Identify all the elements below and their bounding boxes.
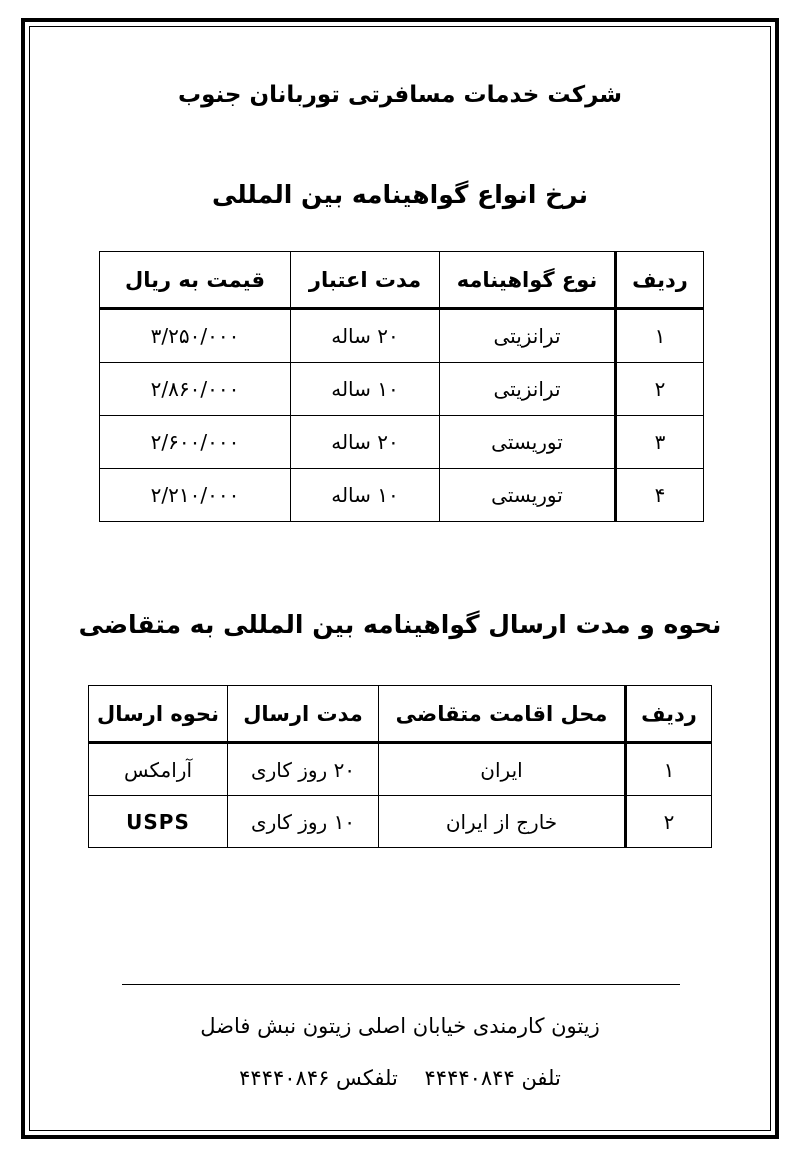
header-validity: مدت اعتبار xyxy=(291,252,440,309)
cell-row-number: ۳ xyxy=(616,416,704,469)
cell-row-number: ۲ xyxy=(616,363,704,416)
table-row xyxy=(100,363,704,416)
table-row xyxy=(100,469,704,522)
cell-license-type: ترانزیتی xyxy=(440,309,616,363)
cell-residence: ایران xyxy=(379,743,626,796)
shipping-title: نحوه و مدت ارسال گواهینامه بین المللی به متقاضی xyxy=(78,610,722,639)
shipping-table xyxy=(88,685,712,848)
header-row-number: ردیف xyxy=(626,686,712,743)
license-prices-title: نرخ انواع گواهینامه بین المللی xyxy=(211,180,589,209)
cell-residence: خارج از ایران xyxy=(379,796,626,848)
cell-license-type: توریستی xyxy=(440,469,616,522)
footer-phone: تلفن ۴۴۴۴۰۸۴۴ xyxy=(424,1066,561,1090)
header-row-number: ردیف xyxy=(616,252,704,309)
footer-divider xyxy=(122,984,680,985)
cell-validity: ۲۰ ساله xyxy=(291,309,440,363)
footer-fax: تلفکس ۴۴۴۴۰۸۴۶ xyxy=(239,1066,398,1090)
cell-shipping-method: آرامکس xyxy=(89,743,228,796)
cell-validity: ۱۰ ساله xyxy=(291,363,440,416)
header-price: قیمت به ریال xyxy=(100,252,291,309)
cell-license-type: توریستی xyxy=(440,416,616,469)
cell-shipping-method: USPS xyxy=(89,796,228,848)
cell-license-type: ترانزیتی xyxy=(440,363,616,416)
license-prices-table xyxy=(99,251,704,522)
table-row xyxy=(89,743,712,796)
table-header-row xyxy=(100,252,704,309)
cell-price: ۲/۶۰۰/۰۰۰ xyxy=(100,416,291,469)
header-shipping-time: مدت ارسال xyxy=(228,686,379,743)
cell-shipping-time: ۲۰ روز کاری xyxy=(228,743,379,796)
cell-validity: ۱۰ ساله xyxy=(291,469,440,522)
cell-price: ۳/۲۵۰/۰۰۰ xyxy=(100,309,291,363)
cell-row-number: ۱ xyxy=(626,743,712,796)
table-header-row xyxy=(89,686,712,743)
cell-price: ۲/۲۱۰/۰۰۰ xyxy=(100,469,291,522)
cell-row-number: ۱ xyxy=(616,309,704,363)
header-shipping-method: نحوه ارسال xyxy=(89,686,228,743)
table-row xyxy=(100,309,704,363)
footer-contacts xyxy=(0,1066,800,1090)
cell-shipping-time: ۱۰ روز کاری xyxy=(228,796,379,848)
cell-row-number: ۴ xyxy=(616,469,704,522)
cell-row-number: ۲ xyxy=(626,796,712,848)
header-residence: محل اقامت متقاضی xyxy=(379,686,626,743)
cell-price: ۲/۸۶۰/۰۰۰ xyxy=(100,363,291,416)
table-row xyxy=(100,416,704,469)
company-name: شرکت خدمات مسافرتی توربانان جنوب xyxy=(177,82,623,108)
footer-address: زیتون کارمندی خیابان اصلی زیتون نبش فاضل xyxy=(200,1014,600,1038)
cell-validity: ۲۰ ساله xyxy=(291,416,440,469)
table-row xyxy=(89,796,712,848)
header-license-type: نوع گواهینامه xyxy=(440,252,616,309)
